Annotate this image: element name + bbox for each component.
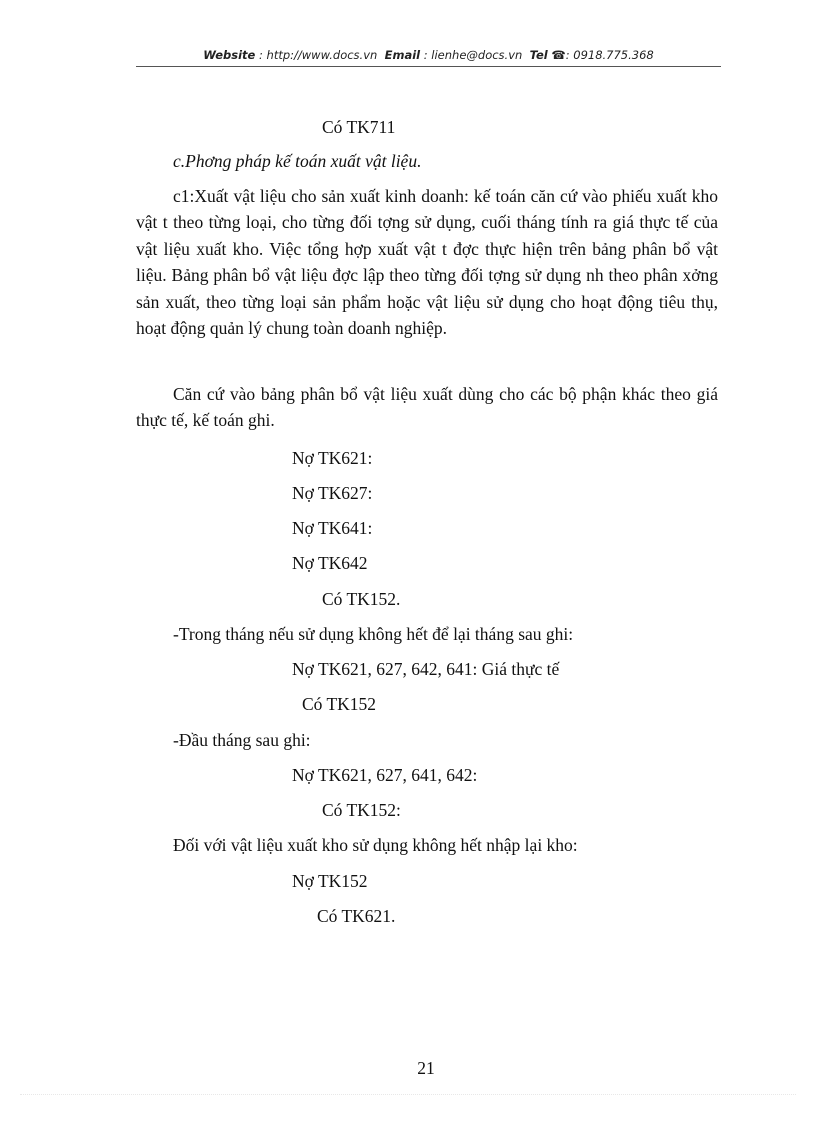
header-divider (136, 66, 721, 67)
entry-co-tk152-b: Có TK152 (302, 694, 377, 714)
email-value: : lienhe@docs.vn (423, 48, 523, 62)
entry-no-multi-b: Nợ TK621, 627, 641, 642: (292, 765, 478, 785)
note-trong-thang: -Trong tháng nếu sử dụng không hết để lại tháng sau ghi: (173, 624, 574, 644)
entry-no-tk152: Nợ TK152 (292, 871, 368, 891)
entry-no-tk621: Nợ TK621: (292, 448, 373, 468)
note-dau-thang: -Đầu tháng sau ghi: (173, 730, 311, 750)
page-header (136, 48, 721, 62)
email-label: Email (384, 48, 421, 62)
website-label: Website (203, 48, 256, 62)
entry-co-tk152-c: Có TK152: (322, 800, 401, 820)
entry-no-tk627: Nợ TK627: (292, 483, 373, 503)
section-heading-c: c.Phơng pháp kế toán xuất vật liệu. (173, 151, 422, 171)
entry-no-tk641: Nợ TK641: (292, 518, 373, 538)
entry-co-tk711: Có TK711 (322, 117, 396, 137)
tel-label: Tel (529, 48, 548, 62)
phone-icon: ☎ (551, 48, 566, 62)
footer-divider (20, 1094, 796, 1095)
entry-co-tk152-a: Có TK152. (322, 589, 401, 609)
note-doi-voi: Đối với vật liệu xuất kho sử dụng không hết nhập lại kho: (173, 835, 578, 855)
entry-no-multi-a: Nợ TK621, 627, 642, 641: Giá thực tế (292, 659, 560, 679)
paragraph-can-cu: Căn cứ vào bảng phân bổ vật liệu xuất dùng cho các bộ phận khác theo giá thực tế, kế toán ghi. (136, 384, 718, 431)
page-number: 21 (417, 1058, 435, 1078)
paragraph-c1: c1:Xuất vật liệu cho sản xuất kinh doanh: kế toán căn cứ vào phiếu xuất kho vật t theo từng loại, cho từng đối tợng sử dụng, cuối tháng tính ra giá thực tế của vật liệu xuất kho. Việc tổng hợp xuất vật t đợc thực hiện trên bảng phân bổ vật liệu. Bảng phân bổ vật liệu đợc lập theo từng đối tợng sử dụng nh theo phân xởng sản xuất, theo từng loại sản phẩm hoặc vật liệu sử dụng cho hoạt động tiêu thụ, hoạt động quản lý chung toàn doanh nghiệp. (136, 186, 718, 339)
entry-co-tk621: Có TK621. (317, 906, 396, 926)
entry-no-tk642: Nợ TK642 (292, 553, 368, 573)
tel-value: : 0918.775.368 (565, 48, 654, 62)
website-value: : http://www.docs.vn (259, 48, 378, 62)
